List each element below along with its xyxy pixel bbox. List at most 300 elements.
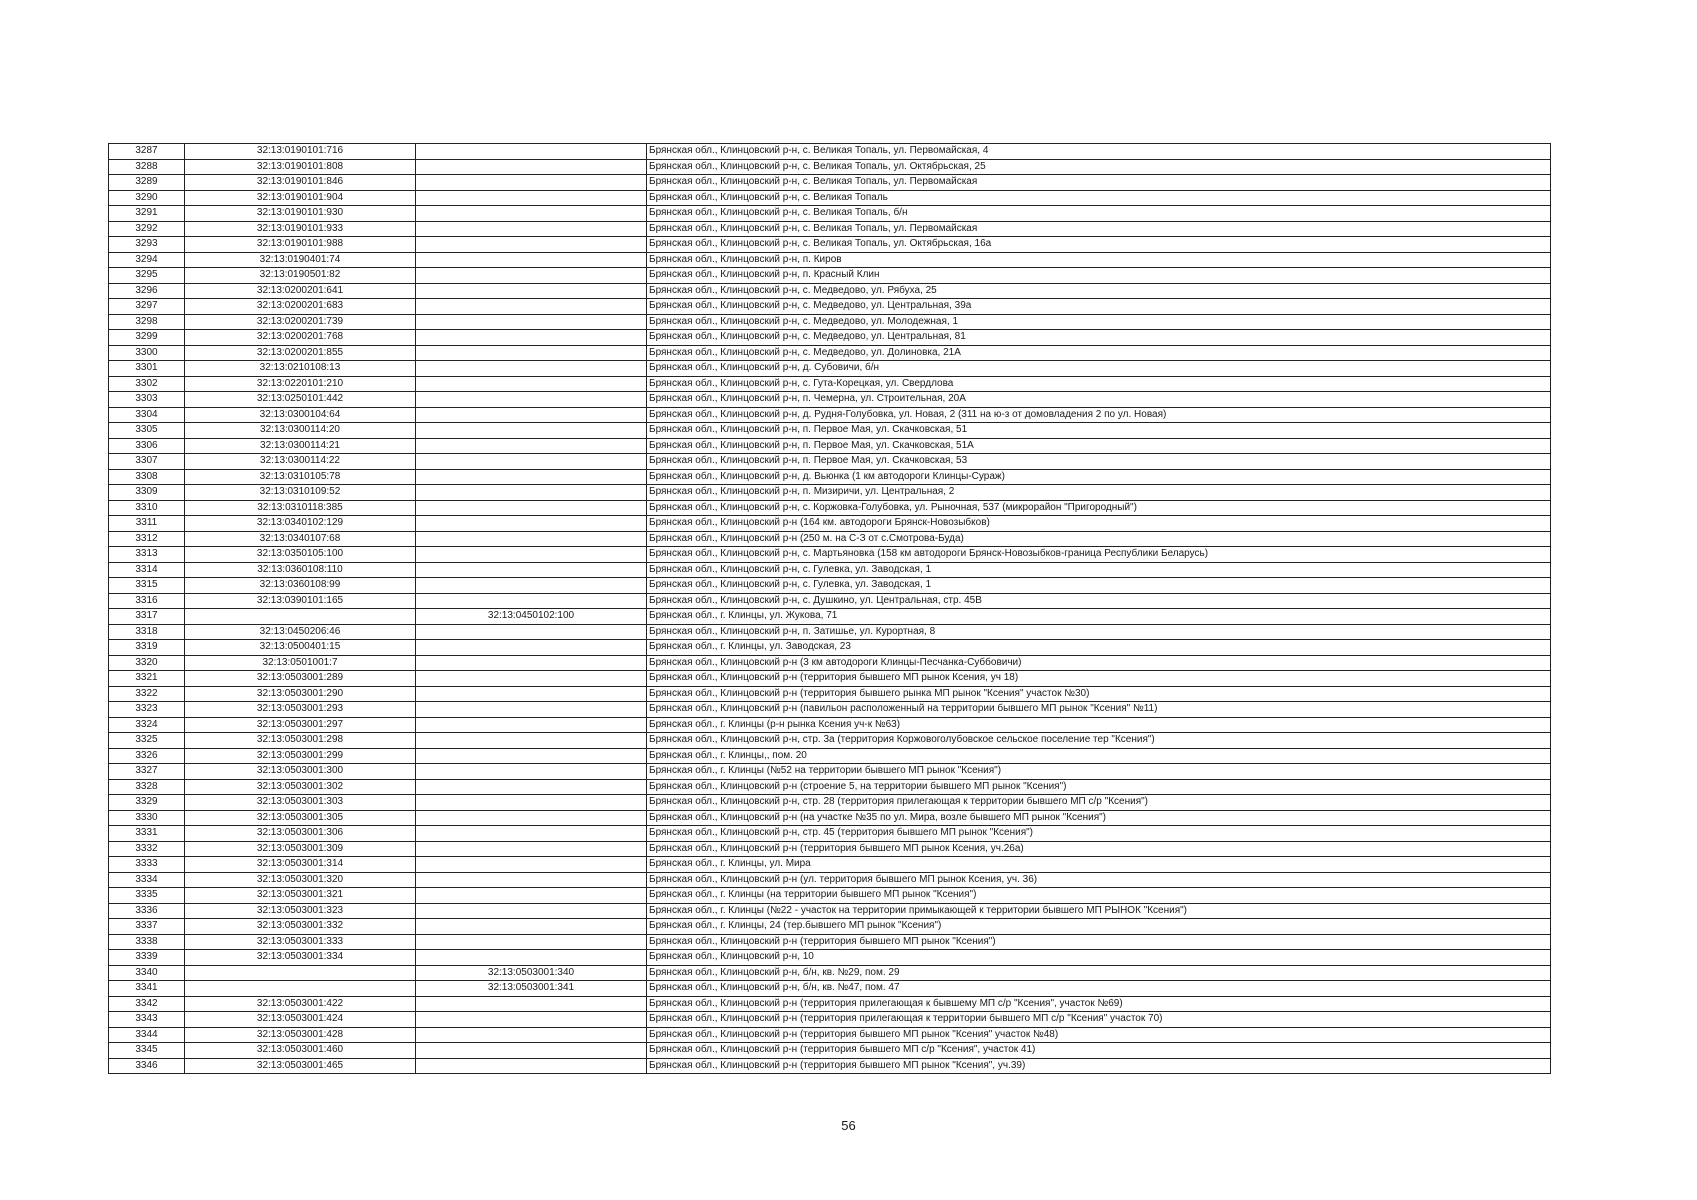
table-row [109, 190, 1551, 206]
row-number-cell: 3314 [109, 562, 185, 578]
table-row [109, 702, 1551, 718]
address-cell: Брянская обл., Клинцовский р-н, с. Медведово, ул. Долиновка, 21А [647, 345, 1551, 361]
row-number-cell: 3338 [109, 934, 185, 950]
row-number-cell: 3339 [109, 950, 185, 966]
secondary-cadastral-number-cell [416, 934, 647, 950]
row-number-cell: 3302 [109, 376, 185, 392]
secondary-cadastral-number-cell [416, 175, 647, 191]
row-number-cell: 3342 [109, 996, 185, 1012]
secondary-cadastral-number-cell: 32:13:0503001:340 [416, 965, 647, 981]
cadastral-number-cell: 32:13:0503001:314 [185, 857, 416, 873]
cadastral-number-cell [185, 609, 416, 625]
row-number-cell: 3299 [109, 330, 185, 346]
cadastral-number-cell: 32:13:0503001:300 [185, 764, 416, 780]
cadastral-number-cell: 32:13:0501001:7 [185, 655, 416, 671]
row-number-cell: 3310 [109, 500, 185, 516]
table-row [109, 795, 1551, 811]
table-row [109, 221, 1551, 237]
secondary-cadastral-number-cell [416, 144, 647, 160]
address-cell: Брянская обл., Клинцовский р-н (250 м. на С-З от с.Смотрова-Буда) [647, 531, 1551, 547]
cadastral-number-cell: 32:13:0220101:210 [185, 376, 416, 392]
cadastral-number-cell: 32:13:0300114:22 [185, 454, 416, 470]
table-row [109, 330, 1551, 346]
secondary-cadastral-number-cell [416, 1027, 647, 1043]
secondary-cadastral-number-cell [416, 872, 647, 888]
address-cell: Брянская обл., г. Клинцы (№52 на территории бывшего МП рынок "Ксения") [647, 764, 1551, 780]
secondary-cadastral-number-cell [416, 640, 647, 656]
address-cell: Брянская обл., Клинцовский р-н, с. Душкино, ул. Центральная, стр. 45В [647, 593, 1551, 609]
row-number-cell: 3312 [109, 531, 185, 547]
secondary-cadastral-number-cell [416, 392, 647, 408]
cadastral-number-cell: 32:13:0300114:21 [185, 438, 416, 454]
row-number-cell: 3330 [109, 810, 185, 826]
row-number-cell: 3329 [109, 795, 185, 811]
cadastral-number-cell: 32:13:0310109:52 [185, 485, 416, 501]
table-row [109, 314, 1551, 330]
secondary-cadastral-number-cell [416, 283, 647, 299]
secondary-cadastral-number-cell [416, 841, 647, 857]
table-row [109, 934, 1551, 950]
secondary-cadastral-number-cell [416, 206, 647, 222]
cadastral-number-cell: 32:13:0310105:78 [185, 469, 416, 485]
address-cell: Брянская обл., Клинцовский р-н (164 км. автодороги Брянск-Новозыбков) [647, 516, 1551, 532]
cadastral-number-cell: 32:13:0503001:305 [185, 810, 416, 826]
table-row [109, 237, 1551, 253]
address-cell: Брянская обл., Клинцовский р-н, п. Первое Мая, ул. Скачковская, 51 [647, 423, 1551, 439]
secondary-cadastral-number-cell [416, 330, 647, 346]
cadastral-number-cell: 32:13:0503001:422 [185, 996, 416, 1012]
secondary-cadastral-number-cell [416, 593, 647, 609]
address-cell: Брянская обл., Клинцовский р-н, с. Коржовка-Голубовка, ул. Рыночная, 537 (микрорайон "Пригородный") [647, 500, 1551, 516]
address-cell: Брянская обл., Клинцовский р-н, с. Великая Топаль, ул. Первомайская [647, 175, 1551, 191]
address-cell: Брянская обл., г. Клинцы (р-н рынка Ксения уч-к №63) [647, 717, 1551, 733]
cadastral-number-cell: 32:13:0503001:306 [185, 826, 416, 842]
secondary-cadastral-number-cell [416, 485, 647, 501]
row-number-cell: 3345 [109, 1043, 185, 1059]
row-number-cell: 3316 [109, 593, 185, 609]
secondary-cadastral-number-cell [416, 221, 647, 237]
table-row [109, 454, 1551, 470]
cadastral-number-cell: 32:13:0200201:739 [185, 314, 416, 330]
cadastral-number-cell: 32:13:0503001:309 [185, 841, 416, 857]
cadastral-number-cell: 32:13:0200201:683 [185, 299, 416, 315]
table-row [109, 609, 1551, 625]
cadastral-number-cell: 32:13:0190101:904 [185, 190, 416, 206]
secondary-cadastral-number-cell [416, 500, 647, 516]
row-number-cell: 3290 [109, 190, 185, 206]
table-row [109, 996, 1551, 1012]
secondary-cadastral-number-cell [416, 826, 647, 842]
cadastral-number-cell: 32:13:0503001:334 [185, 950, 416, 966]
address-cell: Брянская обл., Клинцовский р-н (территория бывшего МП рынок Ксения, уч 18) [647, 671, 1551, 687]
address-cell: Брянская обл., Клинцовский р-н, 10 [647, 950, 1551, 966]
address-cell: Брянская обл., Клинцовский р-н (павильон расположенный на территории бывшего МП рынок "Ксения" №11) [647, 702, 1551, 718]
secondary-cadastral-number-cell [416, 159, 647, 175]
secondary-cadastral-number-cell [416, 237, 647, 253]
row-number-cell: 3327 [109, 764, 185, 780]
row-number-cell: 3295 [109, 268, 185, 284]
secondary-cadastral-number-cell [416, 469, 647, 485]
cadastral-number-cell: 32:13:0190101:930 [185, 206, 416, 222]
table-row [109, 717, 1551, 733]
row-number-cell: 3322 [109, 686, 185, 702]
address-cell: Брянская обл., Клинцовский р-н (территория бывшего МП с/р "Ксения", участок 41) [647, 1043, 1551, 1059]
table-row [109, 655, 1551, 671]
cadastral-number-cell: 32:13:0190101:808 [185, 159, 416, 175]
address-cell: Брянская обл., Клинцовский р-н (территория бывшего МП рынок Ксения, уч.26а) [647, 841, 1551, 857]
table-row [109, 392, 1551, 408]
cadastral-number-cell: 32:13:0503001:332 [185, 919, 416, 935]
secondary-cadastral-number-cell [416, 857, 647, 873]
cadastral-number-cell: 32:13:0503001:428 [185, 1027, 416, 1043]
address-cell: Брянская обл., Клинцовский р-н (строение 5, на территории бывшего МП рынок "Ксения") [647, 779, 1551, 795]
secondary-cadastral-number-cell [416, 562, 647, 578]
table-row [109, 872, 1551, 888]
secondary-cadastral-number-cell [416, 314, 647, 330]
cadastral-number-cell: 32:13:0503001:320 [185, 872, 416, 888]
table-row [109, 981, 1551, 997]
cadastral-number-cell: 32:13:0350105:100 [185, 547, 416, 563]
table-row [109, 671, 1551, 687]
table-row [109, 748, 1551, 764]
address-cell: Брянская обл., Клинцовский р-н (3 км автодороги Клинцы-Песчанка-Суббовичи) [647, 655, 1551, 671]
address-cell: Брянская обл., Клинцовский р-н (территория бывшего МП рынок "Ксения", уч.39) [647, 1058, 1551, 1074]
address-cell: Брянская обл., Клинцовский р-н, с. Медведово, ул. Центральная, 81 [647, 330, 1551, 346]
secondary-cadastral-number-cell [416, 686, 647, 702]
cadastral-number-cell: 32:13:0503001:298 [185, 733, 416, 749]
address-cell: Брянская обл., Клинцовский р-н, стр. 45 (территория бывшего МП рынок "Ксения") [647, 826, 1551, 842]
row-number-cell: 3309 [109, 485, 185, 501]
cadastral-number-cell: 32:13:0503001:323 [185, 903, 416, 919]
table-row [109, 640, 1551, 656]
table-row [109, 810, 1551, 826]
table-row [109, 500, 1551, 516]
row-number-cell: 3297 [109, 299, 185, 315]
table-row [109, 376, 1551, 392]
address-cell: Брянская обл., Клинцовский р-н (территория бывшего МП рынок "Ксения") [647, 934, 1551, 950]
table-row [109, 764, 1551, 780]
cadastral-number-cell: 32:13:0310118:385 [185, 500, 416, 516]
address-cell: Брянская обл., Клинцовский р-н, с. Гута-Корецкая, ул. Свердлова [647, 376, 1551, 392]
table-row [109, 733, 1551, 749]
row-number-cell: 3336 [109, 903, 185, 919]
secondary-cadastral-number-cell [416, 1058, 647, 1074]
table-row [109, 1012, 1551, 1028]
cadastral-number-cell: 32:13:0503001:302 [185, 779, 416, 795]
table-row [109, 578, 1551, 594]
address-cell: Брянская обл., г. Клинцы, ул. Мира [647, 857, 1551, 873]
table-row [109, 531, 1551, 547]
row-number-cell: 3333 [109, 857, 185, 873]
row-number-cell: 3298 [109, 314, 185, 330]
address-cell: Брянская обл., Клинцовский р-н, д. Рудня-Голубовка, ул. Новая, 2 (311 на ю-з от домовладения 2 по ул. Новая) [647, 407, 1551, 423]
row-number-cell: 3346 [109, 1058, 185, 1074]
row-number-cell: 3326 [109, 748, 185, 764]
row-number-cell: 3340 [109, 965, 185, 981]
secondary-cadastral-number-cell [416, 624, 647, 640]
table-row [109, 268, 1551, 284]
secondary-cadastral-number-cell [416, 268, 647, 284]
row-number-cell: 3291 [109, 206, 185, 222]
row-number-cell: 3321 [109, 671, 185, 687]
secondary-cadastral-number-cell [416, 764, 647, 780]
address-cell: Брянская обл., г. Клинцы, 24 (тер.бывшего МП рынок "Ксения") [647, 919, 1551, 935]
address-cell: Брянская обл., Клинцовский р-н, п. Затишье, ул. Курортная, 8 [647, 624, 1551, 640]
table-row [109, 903, 1551, 919]
row-number-cell: 3323 [109, 702, 185, 718]
secondary-cadastral-number-cell [416, 423, 647, 439]
row-number-cell: 3337 [109, 919, 185, 935]
row-number-cell: 3313 [109, 547, 185, 563]
cadastral-number-cell: 32:13:0190101:716 [185, 144, 416, 160]
row-number-cell: 3292 [109, 221, 185, 237]
cadastral-number-cell: 32:13:0190401:74 [185, 252, 416, 268]
cadastral-number-cell: 32:13:0503001:299 [185, 748, 416, 764]
secondary-cadastral-number-cell [416, 454, 647, 470]
table-row [109, 965, 1551, 981]
row-number-cell: 3315 [109, 578, 185, 594]
address-cell: Брянская обл., Клинцовский р-н, п. Красный Клин [647, 268, 1551, 284]
row-number-cell: 3296 [109, 283, 185, 299]
row-number-cell: 3300 [109, 345, 185, 361]
table-row [109, 919, 1551, 935]
secondary-cadastral-number-cell [416, 578, 647, 594]
address-cell: Брянская обл., Клинцовский р-н, д. Субовичи, б/н [647, 361, 1551, 377]
row-number-cell: 3344 [109, 1027, 185, 1043]
secondary-cadastral-number-cell [416, 345, 647, 361]
table-row [109, 1043, 1551, 1059]
address-cell: Брянская обл., Клинцовский р-н, с. Великая Топаль, ул. Первомайская, 4 [647, 144, 1551, 160]
row-number-cell: 3335 [109, 888, 185, 904]
row-number-cell: 3307 [109, 454, 185, 470]
table-row [109, 888, 1551, 904]
address-cell: Брянская обл., Клинцовский р-н (ул. территория бывшего МП рынок Ксения, уч. 36) [647, 872, 1551, 888]
row-number-cell: 3311 [109, 516, 185, 532]
cadastral-number-cell [185, 981, 416, 997]
cadastral-number-cell: 32:13:0300114:20 [185, 423, 416, 439]
cadastral-number-cell: 32:13:0200201:641 [185, 283, 416, 299]
address-cell: Брянская обл., Клинцовский р-н, п. Первое Мая, ул. Скачковская, 51А [647, 438, 1551, 454]
cadastral-number-cell: 32:13:0190101:933 [185, 221, 416, 237]
secondary-cadastral-number-cell [416, 810, 647, 826]
secondary-cadastral-number-cell [416, 376, 647, 392]
table-row [109, 593, 1551, 609]
secondary-cadastral-number-cell: 32:13:0450102:100 [416, 609, 647, 625]
row-number-cell: 3288 [109, 159, 185, 175]
address-cell: Брянская обл., г. Клинцы (№22 - участок на территории примыкающей к территории бывшего МП РЫНОК "Ксения") [647, 903, 1551, 919]
secondary-cadastral-number-cell [416, 516, 647, 532]
cadastral-number-cell: 32:13:0503001:293 [185, 702, 416, 718]
cadastral-number-cell: 32:13:0200201:855 [185, 345, 416, 361]
table-row [109, 175, 1551, 191]
cadastral-number-cell: 32:13:0450206:46 [185, 624, 416, 640]
address-cell: Брянская обл., Клинцовский р-н (территория прилегающая к территории бывшего МП с/р "Ксения" участок 70) [647, 1012, 1551, 1028]
row-number-cell: 3328 [109, 779, 185, 795]
cadastral-number-cell: 32:13:0340107:68 [185, 531, 416, 547]
table-row [109, 407, 1551, 423]
address-cell: Брянская обл., Клинцовский р-н, б/н, кв. №47, пом. 47 [647, 981, 1551, 997]
table-row [109, 562, 1551, 578]
secondary-cadastral-number-cell [416, 407, 647, 423]
address-cell: Брянская обл., г. Клинцы,, пом. 20 [647, 748, 1551, 764]
cadastral-number-cell: 32:13:0503001:290 [185, 686, 416, 702]
secondary-cadastral-number-cell [416, 748, 647, 764]
secondary-cadastral-number-cell [416, 299, 647, 315]
cadastral-number-cell: 32:13:0190101:846 [185, 175, 416, 191]
secondary-cadastral-number-cell [416, 717, 647, 733]
table-row [109, 361, 1551, 377]
address-cell: Брянская обл., Клинцовский р-н, с. Великая Топаль, ул. Октябрьская, 25 [647, 159, 1551, 175]
cadastral-number-cell: 32:13:0340102:129 [185, 516, 416, 532]
secondary-cadastral-number-cell [416, 733, 647, 749]
table-row [109, 299, 1551, 315]
address-cell: Брянская обл., Клинцовский р-н, с. Гулевка, ул. Заводская, 1 [647, 578, 1551, 594]
secondary-cadastral-number-cell: 32:13:0503001:341 [416, 981, 647, 997]
secondary-cadastral-number-cell [416, 547, 647, 563]
cadastral-number-cell: 32:13:0503001:289 [185, 671, 416, 687]
table-row [109, 469, 1551, 485]
address-cell: Брянская обл., Клинцовский р-н, с. Великая Топаль, б/н [647, 206, 1551, 222]
property-table [108, 143, 1551, 1074]
table-row [109, 144, 1551, 160]
cadastral-number-cell: 32:13:0190501:82 [185, 268, 416, 284]
address-cell: Брянская обл., Клинцовский р-н, п. Киров [647, 252, 1551, 268]
row-number-cell: 3343 [109, 1012, 185, 1028]
row-number-cell: 3308 [109, 469, 185, 485]
address-cell: Брянская обл., Клинцовский р-н (на участке №35 по ул. Мира, возле бывшего МП рынок "Ксения") [647, 810, 1551, 826]
table-row [109, 841, 1551, 857]
cadastral-number-cell: 32:13:0200201:768 [185, 330, 416, 346]
cadastral-number-cell [185, 965, 416, 981]
address-cell: Брянская обл., Клинцовский р-н (территория прилегающая к бывшему МП с/р "Ксения", участок №69) [647, 996, 1551, 1012]
secondary-cadastral-number-cell [416, 438, 647, 454]
secondary-cadastral-number-cell [416, 779, 647, 795]
table-row [109, 857, 1551, 873]
secondary-cadastral-number-cell [416, 950, 647, 966]
address-cell: Брянская обл., Клинцовский р-н, стр. 28 (территория прилегающая к территории бывшего МП с/р "Ксения") [647, 795, 1551, 811]
secondary-cadastral-number-cell [416, 531, 647, 547]
row-number-cell: 3319 [109, 640, 185, 656]
address-cell: Брянская обл., Клинцовский р-н (территория бывшего МП рынок "Ксения" участок №48) [647, 1027, 1551, 1043]
property-table-body [109, 144, 1551, 1074]
page-number: 56 [841, 1118, 856, 1133]
cadastral-number-cell: 32:13:0503001:460 [185, 1043, 416, 1059]
table-row [109, 950, 1551, 966]
secondary-cadastral-number-cell [416, 1012, 647, 1028]
address-cell: Брянская обл., Клинцовский р-н, стр. 3а (территория Коржовоголубовское сельское поселение тер "Ксения") [647, 733, 1551, 749]
cadastral-number-cell: 32:13:0390101:165 [185, 593, 416, 609]
table-row [109, 516, 1551, 532]
address-cell: Брянская обл., Клинцовский р-н, с. Великая Топаль, ул. Первомайская [647, 221, 1551, 237]
address-cell: Брянская обл., Клинцовский р-н, с. Великая Топаль, ул. Октябрьская, 16а [647, 237, 1551, 253]
cadastral-number-cell: 32:13:0503001:297 [185, 717, 416, 733]
address-cell: Брянская обл., г. Клинцы, ул. Жукова, 71 [647, 609, 1551, 625]
row-number-cell: 3317 [109, 609, 185, 625]
address-cell: Брянская обл., Клинцовский р-н, п. Мизиричи, ул. Центральная, 2 [647, 485, 1551, 501]
cadastral-number-cell: 32:13:0500401:15 [185, 640, 416, 656]
cadastral-number-cell: 32:13:0360108:99 [185, 578, 416, 594]
table-row [109, 252, 1551, 268]
row-number-cell: 3306 [109, 438, 185, 454]
address-cell: Брянская обл., Клинцовский р-н, с. Великая Топаль [647, 190, 1551, 206]
row-number-cell: 3287 [109, 144, 185, 160]
cadastral-number-cell: 32:13:0210108:13 [185, 361, 416, 377]
row-number-cell: 3334 [109, 872, 185, 888]
cadastral-number-cell: 32:13:0300104:64 [185, 407, 416, 423]
table-row [109, 686, 1551, 702]
secondary-cadastral-number-cell [416, 190, 647, 206]
cadastral-number-cell: 32:13:0190101:988 [185, 237, 416, 253]
row-number-cell: 3331 [109, 826, 185, 842]
secondary-cadastral-number-cell [416, 1043, 647, 1059]
address-cell: Брянская обл., Клинцовский р-н, п. Первое Мая, ул. Скачковская, 53 [647, 454, 1551, 470]
cadastral-number-cell: 32:13:0503001:333 [185, 934, 416, 950]
cadastral-number-cell: 32:13:0503001:321 [185, 888, 416, 904]
secondary-cadastral-number-cell [416, 888, 647, 904]
table-row [109, 438, 1551, 454]
secondary-cadastral-number-cell [416, 795, 647, 811]
row-number-cell: 3324 [109, 717, 185, 733]
address-cell: Брянская обл., Клинцовский р-н, с. Медведово, ул. Молодежная, 1 [647, 314, 1551, 330]
secondary-cadastral-number-cell [416, 671, 647, 687]
cadastral-number-cell: 32:13:0503001:303 [185, 795, 416, 811]
address-cell: Брянская обл., Клинцовский р-н, с. Медведово, ул. Центральная, 39а [647, 299, 1551, 315]
secondary-cadastral-number-cell [416, 655, 647, 671]
row-number-cell: 3293 [109, 237, 185, 253]
secondary-cadastral-number-cell [416, 903, 647, 919]
row-number-cell: 3304 [109, 407, 185, 423]
table-row [109, 159, 1551, 175]
table-row [109, 206, 1551, 222]
row-number-cell: 3332 [109, 841, 185, 857]
address-cell: Брянская обл., Клинцовский р-н, с. Медведово, ул. Рябуха, 25 [647, 283, 1551, 299]
address-cell: Брянская обл., Клинцовский р-н, с. Гулевка, ул. Заводская, 1 [647, 562, 1551, 578]
secondary-cadastral-number-cell [416, 361, 647, 377]
secondary-cadastral-number-cell [416, 919, 647, 935]
table-row [109, 547, 1551, 563]
row-number-cell: 3318 [109, 624, 185, 640]
cadastral-number-cell: 32:13:0503001:424 [185, 1012, 416, 1028]
row-number-cell: 3289 [109, 175, 185, 191]
secondary-cadastral-number-cell [416, 252, 647, 268]
address-cell: Брянская обл., Клинцовский р-н, д. Вьюнка (1 км автодороги Клинцы-Сураж) [647, 469, 1551, 485]
table-row [109, 345, 1551, 361]
address-cell: Брянская обл., Клинцовский р-н, п. Чемерна, ул. Строительная, 20А [647, 392, 1551, 408]
cadastral-number-cell: 32:13:0250101:442 [185, 392, 416, 408]
secondary-cadastral-number-cell [416, 996, 647, 1012]
address-cell: Брянская обл., г. Клинцы (на территории бывшего МП рынок "Ксения") [647, 888, 1551, 904]
address-cell: Брянская обл., Клинцовский р-н (территория бывшего рынка МП рынок "Ксения" участок №30) [647, 686, 1551, 702]
row-number-cell: 3294 [109, 252, 185, 268]
table-row [109, 624, 1551, 640]
secondary-cadastral-number-cell [416, 702, 647, 718]
table-row [109, 485, 1551, 501]
row-number-cell: 3305 [109, 423, 185, 439]
table-row [109, 423, 1551, 439]
table-row [109, 1027, 1551, 1043]
row-number-cell: 3325 [109, 733, 185, 749]
address-cell: Брянская обл., г. Клинцы, ул. Заводская, 23 [647, 640, 1551, 656]
table-row [109, 826, 1551, 842]
table-row [109, 283, 1551, 299]
row-number-cell: 3341 [109, 981, 185, 997]
address-cell: Брянская обл., Клинцовский р-н, с. Мартьяновка (158 км автодороги Брянск-Новозыбков-граница Республики Беларусь) [647, 547, 1551, 563]
row-number-cell: 3303 [109, 392, 185, 408]
table-row [109, 1058, 1551, 1074]
cadastral-number-cell: 32:13:0360108:110 [185, 562, 416, 578]
cadastral-number-cell: 32:13:0503001:465 [185, 1058, 416, 1074]
address-cell: Брянская обл., Клинцовский р-н, б/н, кв. №29, пом. 29 [647, 965, 1551, 981]
